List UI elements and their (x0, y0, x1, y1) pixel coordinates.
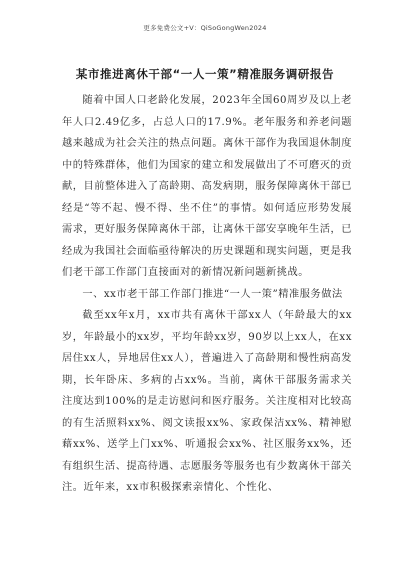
section-heading: 一、xx市老干部工作部门推进“一人一策”精准服务做法 (82, 288, 343, 300)
intro-paragraph: 随着中国人口老龄化发展，2023年全国60周岁及以上老年人口2.49亿多，占总人口的17.9%。老年服务和养老问题越来越成为社会关注的热点问题。离休干部作为我国退休制度中的特殊群体，他们为国家的建立和发展做出了不可磨灭的贡献，目前整体进入了高龄期、高发病期，服务保障离休干部已经是“等不起、慢不得、坐不住”的事情。如何适应形势发展需求，更好服务保障离休干部，让离休干部安享晚年生活，已经成为我国社会面临亟待解决的历史课题和现实问题，更是我们老干部工作部门直接面对的新情况新问题新挑战。 (62, 95, 352, 278)
document-title: 某市推进离休干部“一人一策”精准服务调研报告 (75, 67, 335, 81)
section-paragraph: 截至xx年x月，xx市共有离休干部xx人（年龄最大的xx岁，年龄最小的xx岁，平均年龄xx岁，90岁以上xx人，在xx居住xx人，异地居住xx人），普遍进入了高龄期和慢性病高发期，长年卧床、多病的占xx%。当前，离休干部服务需求关注度达到100%的是走访慰问和医疗服务。关注度相对比较高的有生活照料xx%、阅文读报xx%、家政保洁xx%、精神慰藉xx%、送学上门xx%、听通报会xx%、社区服务xx%，还有组织生活、提高待遇、志愿服务等服务也有少数离休干部关注。近年来，xx市积极探索亲情化、个性化、 (62, 310, 352, 493)
header-note: 更多免费公文+V：QiSoGongWen2024 (143, 24, 267, 32)
document-body (62, 90, 352, 499)
